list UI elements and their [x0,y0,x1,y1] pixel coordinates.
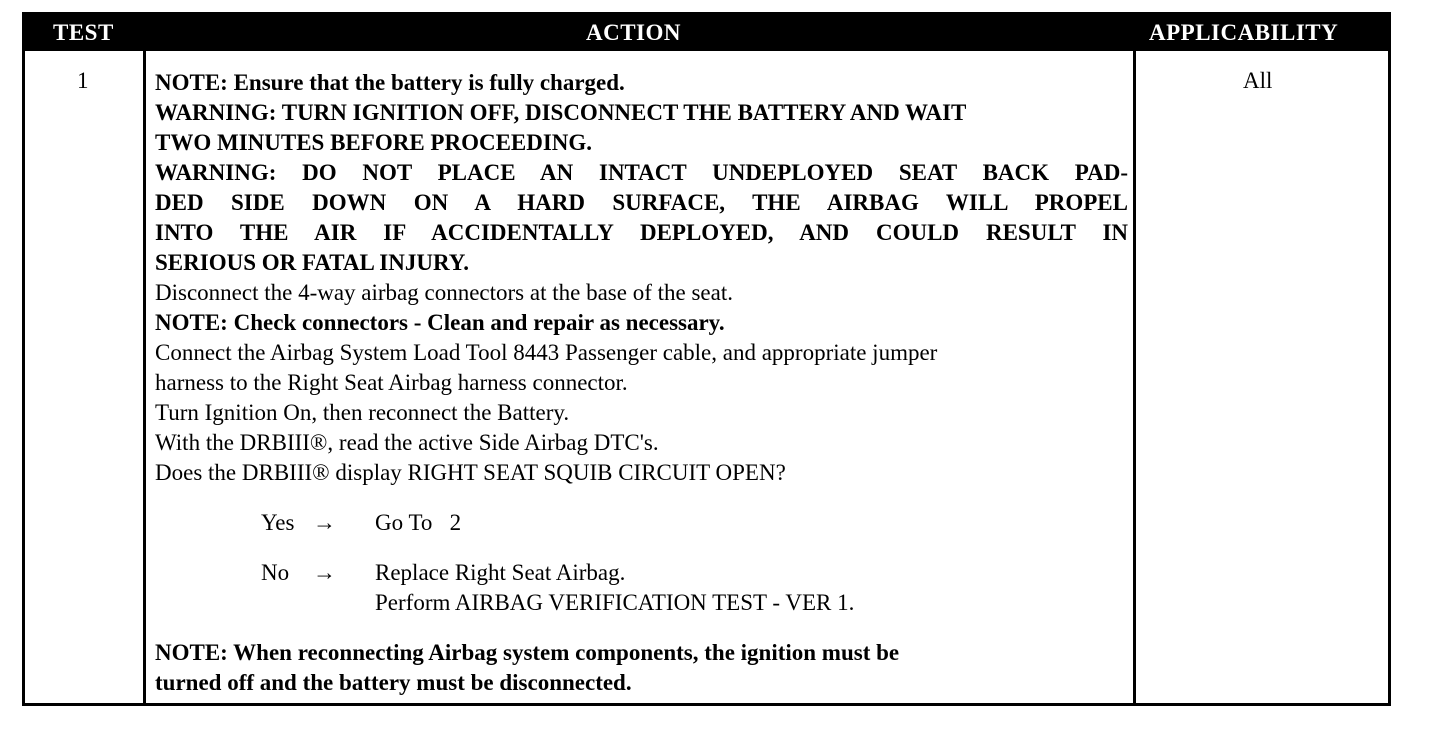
yes-arrow-icon: → [313,510,336,535]
no-arrow-icon: → [313,560,336,585]
column-divider-action [1133,51,1136,703]
branch-no [261,558,1128,618]
yes-action: Go To 2 [375,510,462,535]
warning-seat-l1: WARNING: DO NOT PLACE AN INTACT UNDEPLOYED SEAT BACK PAD- [155,160,1128,185]
step-disconnect: Disconnect the 4-way airbag connectors at the base of the seat. [155,280,733,305]
header-applicability: APPLICABILITY [1149,20,1339,45]
header-action: ACTION [586,20,682,45]
question: Does the DRBIII® display RIGHT SEAT SQUIB CIRCUIT OPEN? [155,460,786,485]
no-action-l2: Perform AIRBAG VERIFICATION TEST - VER 1. [375,590,855,615]
no-action [375,558,854,618]
branch-yes [261,508,1128,538]
note-reconnect-l2: turned off and the battery must be disconnected. [155,670,632,695]
step-connect-l1: Connect the Airbag System Load Tool 8443 Passenger cable, and appropriate jumper [155,340,938,365]
column-divider-test [143,51,146,703]
note-battery: NOTE: Ensure that the battery is fully charged. [155,70,625,95]
no-action-l1: Replace Right Seat Airbag. [375,560,626,585]
header-test: TEST [53,20,114,45]
applicability-value: All [1243,68,1273,93]
test-number: 1 [77,68,89,93]
step-connect-l2: harness to the Right Seat Airbag harness connector. [155,370,628,395]
action-cell [155,68,1128,698]
step-ignition: Turn Ignition On, then reconnect the Battery. [155,400,570,425]
warning-ignition-l1: WARNING: TURN IGNITION OFF, DISCONNECT THE BATTERY AND WAIT [155,100,967,125]
note-connectors: NOTE: Check connectors - Clean and repair as necessary. [155,310,725,335]
warning-seat-l2: DED SIDE DOWN ON A HARD SURFACE, THE AIRBAG WILL PROPEL [155,190,1128,215]
procedure-table [22,12,1391,706]
no-label: No [261,560,290,585]
warning-seat-l4: SERIOUS OR FATAL INJURY. [155,250,470,275]
warning-seat-l3: INTO THE AIR IF ACCIDENTALLY DEPLOYED, AND COULD RESULT IN [155,220,1128,245]
table-header [25,15,1388,51]
warning-ignition-l2: TWO MINUTES BEFORE PROCEEDING. [155,130,593,155]
yes-label: Yes [261,510,295,535]
step-read-dtc: With the DRBIII®, read the active Side Airbag DTC's. [155,430,659,455]
note-reconnect-l1: NOTE: When reconnecting Airbag system components, the ignition must be [155,640,900,665]
